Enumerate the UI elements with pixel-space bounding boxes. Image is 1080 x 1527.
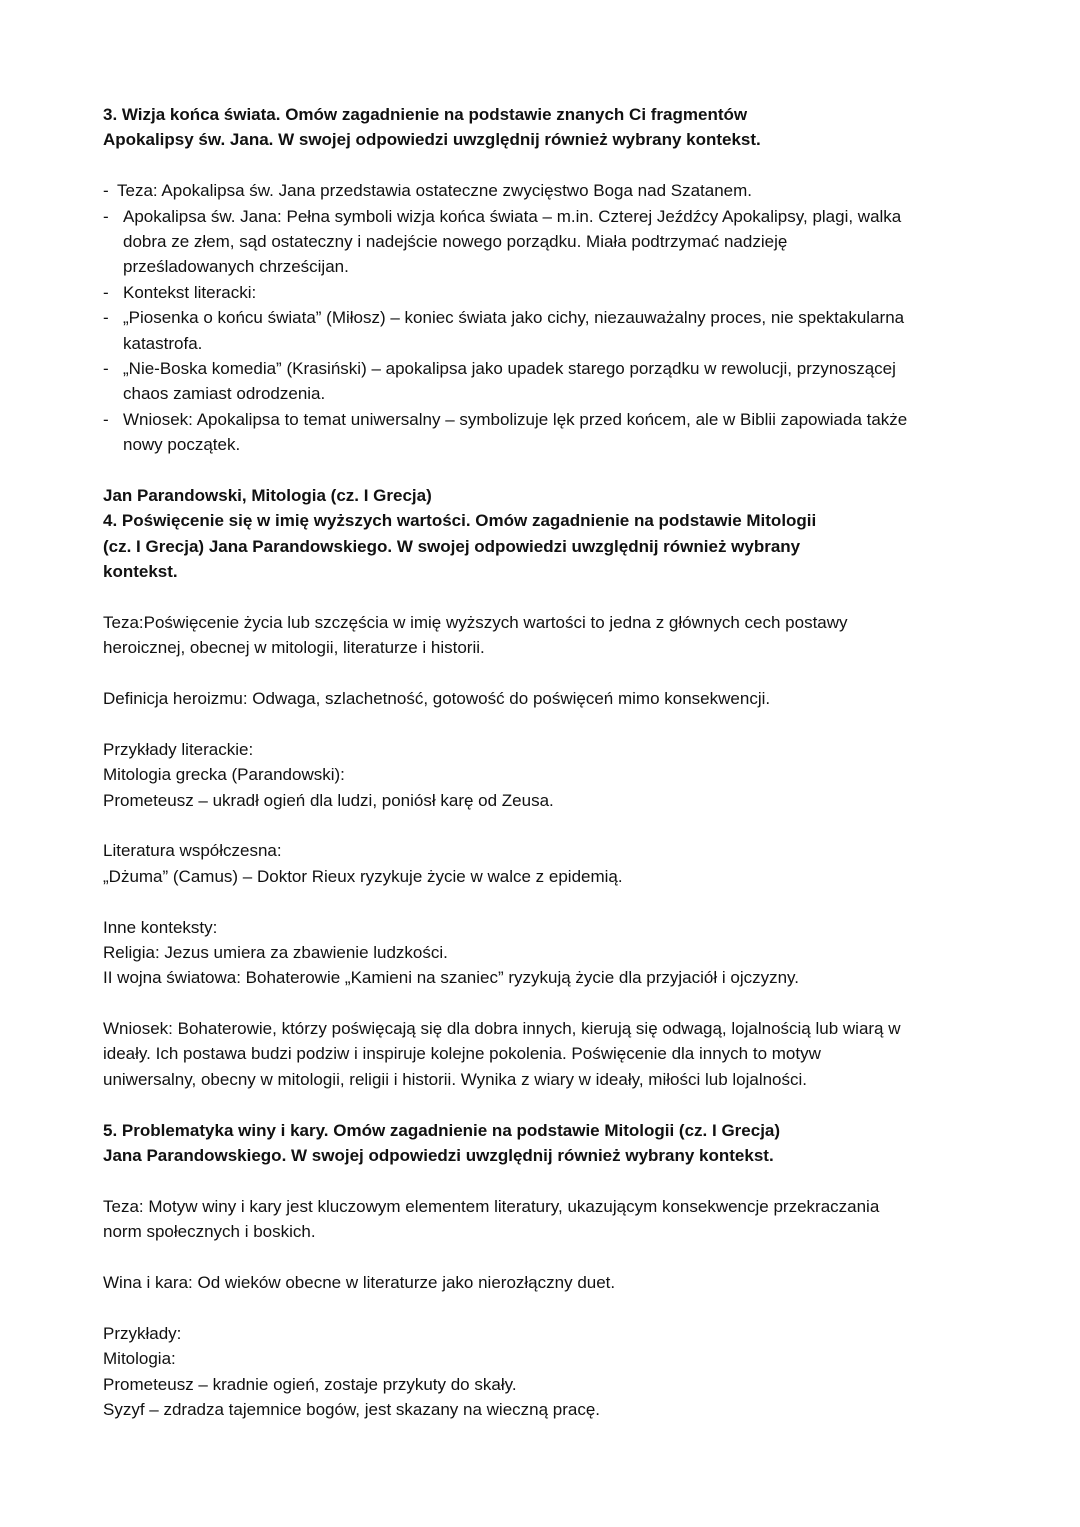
bullet-text: prześladowanych chrześcijan. [123,257,349,277]
bullet-text: chaos zamiast odrodzenia. [123,384,326,404]
spacer [103,457,1003,482]
paragraph-line: uniwersalny, obecny w mitologii, religii i historii. Wynika z wiary w ideały, miłości lub lojalności. [103,1069,808,1089]
paragraph-line: Syzyf – zdradza tajemnice bogów, jest skazany na wieczną pracę. [103,1399,601,1419]
bullet-text: Kontekst literacki: [123,282,257,302]
bullet-marker: - [103,308,109,328]
paragraph-line: Przykłady: [103,1323,182,1343]
spacer [103,1168,1003,1193]
bullet-item [103,178,1003,203]
bullet-text: dobra ze złem, sąd ostateczny i nadejście nowego porządku. Miała podtrzymać nadzieję [123,231,788,251]
paragraph-line: Prometeusz – kradnie ogień, zostaje przykuty do skały. [103,1374,517,1394]
bullet-item [103,381,1003,406]
spacer [103,661,1003,686]
bullet-text: „Nie-Boska komedia” (Krasiński) – apokalipsa jako upadek starego porządku w rewolucji, przynoszącej [123,358,896,378]
question-heading: Jan Parandowski, Mitologia (cz. I Grecja) [103,485,432,505]
bullet-text: katastrofa. [123,333,203,353]
bullet-item [103,407,1003,432]
spacer [103,1245,1003,1270]
document-content [103,102,1003,1422]
paragraph-line: „Dżuma” (Camus) – Doktor Rieux ryzykuje życie w walce z epidemią. [103,866,623,886]
question-heading: 3. Wizja końca świata. Omów zagadnienie na podstawie znanych Ci fragmentów [103,105,748,124]
question-heading: Jana Parandowskiego. W swojej odpowiedzi uwzględnij również wybrany kontekst. [103,1146,774,1166]
spacer [103,711,1003,736]
question-heading: Apokalipsy św. Jana. W swojej odpowiedzi uwzględnij również wybrany kontekst. [103,130,761,150]
spacer [103,584,1003,609]
paragraph-line: Religia: Jezus umiera za zbawienie ludzkości. [103,942,448,962]
bullet-item [103,356,1003,381]
bullet-item [103,331,1003,356]
bullet-text: „Piosenka o końcu świata” (Miłosz) – koniec świata jako cichy, niezauważalny proces, nie spektakularna [123,308,905,328]
paragraph-line: Literatura współczesna: [103,841,282,861]
paragraph-line: Wniosek: Bohaterowie, którzy poświęcają się dla dobra innych, kierują się odwagą, lojalnością lub wiarą w [103,1019,901,1039]
spacer [103,813,1003,838]
question-heading: (cz. I Grecja) Jana Parandowskiego. W swojej odpowiedzi uwzględnij również wybrany [103,536,801,556]
spacer [103,1295,1003,1320]
spacer [103,1092,1003,1117]
bullet-text: Apokalipsa św. Jana: Pełna symboli wizja końca świata – m.in. Czterej Jeźdźcy Apokalipsy, plagi, walka [123,206,902,226]
paragraph-line: Definicja heroizmu: Odwaga, szlachetność, gotowość do poświęceń mimo konsekwencji. [103,688,771,708]
spacer [103,991,1003,1016]
bullet-text: Teza: Apokalipsa św. Jana przedstawia ostateczne zwycięstwo Boga nad Szatanem. [117,181,753,201]
bullet-item [103,432,1003,457]
bullet-marker: - [103,181,109,201]
bullet-item [103,229,1003,254]
bullet-marker: - [103,282,109,302]
question-heading: kontekst. [103,562,178,582]
paragraph-line: norm społecznych i boskich. [103,1222,316,1242]
bullet-text: Wniosek: Apokalipsa to temat uniwersalny – symbolizuje lęk przed końcem, ale w Biblii zapowiada także [123,409,908,429]
spacer [103,889,1003,914]
paragraph-line: ideały. Ich postawa budzi podziw i inspiruje kolejne pokolenia. Poświęcenie dla innych to motyw [103,1044,821,1064]
paragraph-line: heroicznej, obecnej w mitologii, literaturze i historii. [103,638,485,658]
bullet-item [103,305,1003,330]
paragraph-line: Inne konteksty: [103,917,218,937]
paragraph-line: Wina i kara: Od wieków obecne w literaturze jako nierozłączny duet. [103,1272,616,1292]
bullet-item [103,254,1003,279]
bullet-marker: - [103,206,109,226]
paragraph-line: Teza: Motyw winy i kary jest kluczowym elementem literatury, ukazującym konsekwencje przekraczania [103,1196,880,1216]
paragraph-line: Mitologia grecka (Parandowski): [103,765,345,785]
paragraph-line: Prometeusz – ukradł ogień dla ludzi, poniósł karę od Zeusa. [103,790,554,810]
spacer [103,153,1003,178]
bullet-marker: - [103,358,109,378]
question-heading: 5. Problematyka winy i kary. Omów zagadnienie na podstawie Mitologii (cz. I Grecja) [103,1120,781,1140]
bullet-item [103,204,1003,229]
bullet-marker: - [103,409,109,429]
paragraph-line: Mitologia: [103,1349,176,1369]
paragraph-line: Teza:Poświęcenie życia lub szczęścia w imię wyższych wartości to jedna z głównych cech postawy [103,612,848,632]
question-heading: 4. Poświęcenie się w imię wyższych wartości. Omów zagadnienie na podstawie Mitologii [103,511,817,531]
bullet-text: nowy początek. [123,435,241,455]
paragraph-line: Przykłady literackie: [103,739,254,759]
paragraph-line: II wojna światowa: Bohaterowie „Kamieni na szaniec” ryzykują życie dla przyjaciół i ojczyzny. [103,968,800,988]
bullet-item [103,280,1003,305]
